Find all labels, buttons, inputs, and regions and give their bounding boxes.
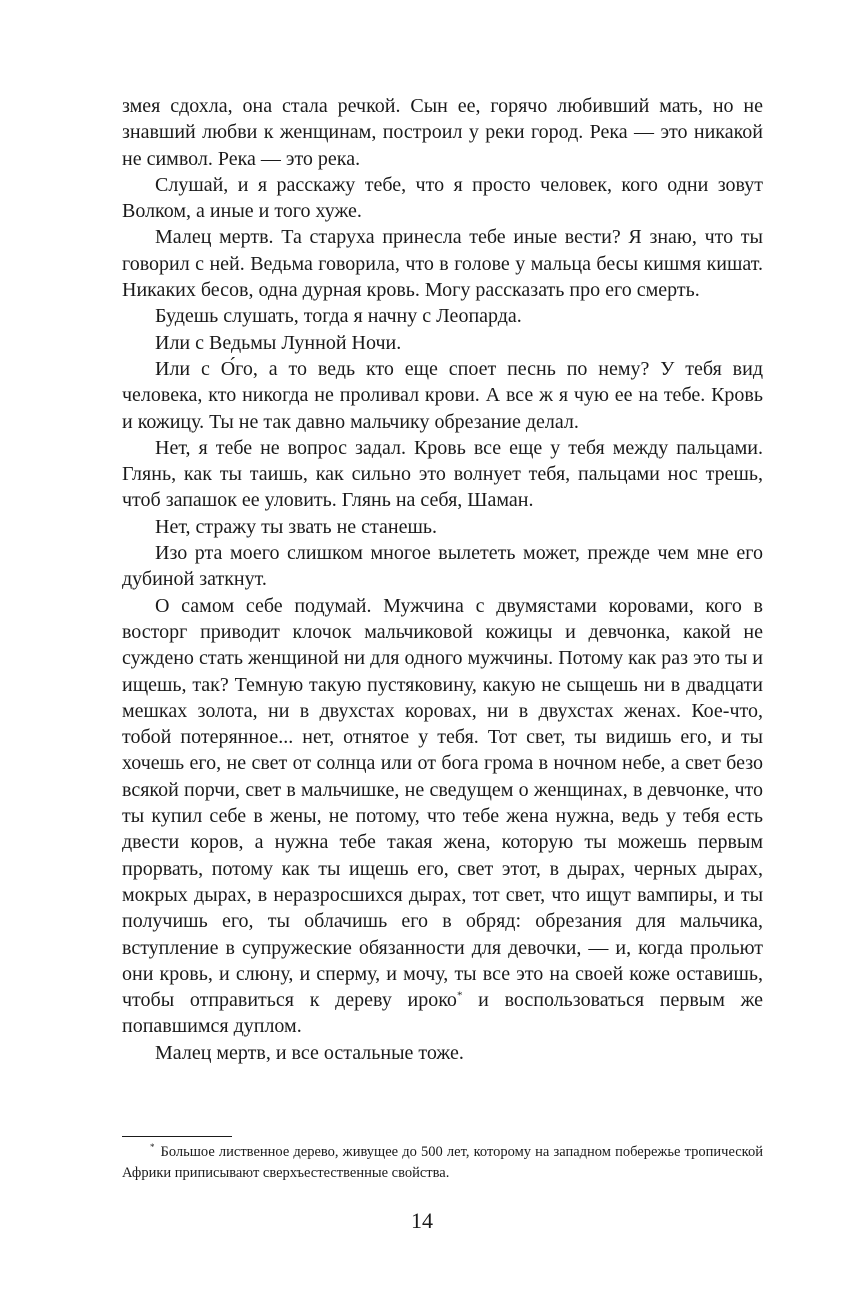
paragraph: Нет, стражу ты звать не станешь. (155, 515, 438, 538)
paragraph: Изо рта моего слишком многое вылететь может, прежде чем мне его дубиной заткнут. (122, 542, 763, 591)
paragraph: Малец мертв, и все остальные тоже. (155, 1041, 464, 1064)
footnote-number: * (150, 1142, 155, 1153)
footnote-text: Большое лиственное дерево, живущее до 500 лет, которому на западном побережье тропической Африки приписывают сверхъестественные свойства. (122, 1144, 763, 1181)
paragraph-text-continued: и воспользоваться первым же попавшимся дуплом. (122, 989, 764, 1038)
page-number: 14 (411, 1208, 433, 1233)
paragraph-text: О самом себе подумай. Мужчина с двумястами коровами, кого в восторг приводит клочок мальчиковой кожицы и девчонка, какой не суждено стать женщиной ни для одного мужчины. Потому как раз это ты и ищешь, так? Темную такую пустяковину, какую не сыщешь ни в двадцати мешках золота, ни в двухстах коровах, ни в двухстах женах. Кое-что, тобой потерянное... нет, отнятое у тебя. Тот свет, ты видишь его, и ты хочешь его, не свет от солнца или от бога грома в ночном небе, а свет безо всякой порчи, свет в мальчишке, не сведущем о женщинах, в девчонке, что ты купил себе в жены, не потому, что тебе жена нужна, ведь у тебя есть двести коров, а нужна тебе такая жена, которую ты можешь первым прорвать, потому как ты ищешь его, свет этот, в дырах, черных дырах, мокрых дырах, в неразросшихся дырах, тот свет, что ищут вампиры, и ты получишь его, ты облачишь его в обряд: обрезания для мальчика, вступление в супружеские обязанности для девочки, — и, когда прольют они кровь, и слюну, и сперму, и мочу, ты все это на своей коже оставишь, чтобы отправиться к дереву ироко (122, 594, 763, 1012)
paragraph: Будешь слушать, тогда я начну с Леопарда. (155, 305, 522, 328)
paragraph: змея сдохла, она стала речкой. Сын ее, горячо любивший мать, но не знавший любви к женщинам, построил у реки город. Река — это никакой не символ. Река — это река. (122, 95, 763, 170)
paragraph: Малец мертв. Та старуха принесла тебе иные вести? Я знаю, что ты говорил с ней. Ведьма говорила, что в голове у мальца бесы кишмя кишат. Никаких бесов, одна дурная кровь. Могу рассказать про его смерть. (122, 226, 763, 302)
main-text (122, 93, 763, 1066)
footnote-divider (122, 1136, 232, 1137)
footnote-marker: * (456, 989, 463, 1002)
paragraph: Или с О́го, а то ведь кто еще споет песнь по нему? У тебя вид человека, кто никогда не проливал крови. А все ж я чую ее на тебе. Кровь и кожицу. Ты не так давно мальчику обрезание делал. (122, 357, 763, 433)
footnote (122, 1142, 763, 1184)
paragraph-with-footnote (122, 593, 763, 1040)
paragraph: Слушай, и я расскажу тебе, что я просто человек, кого одни зовут Волком, а иные и того хуже. (122, 173, 763, 223)
paragraph: Или с Ведьмы Лунной Ночи. (155, 331, 402, 354)
paragraph: Нет, я тебе не вопрос задал. Кровь все еще у тебя между пальцами. Глянь, как ты таишь, как сильно это волнует тебя, пальцами нос трешь, чтоб запашок ее уловить. Глянь на себя, Шаман. (122, 436, 763, 512)
